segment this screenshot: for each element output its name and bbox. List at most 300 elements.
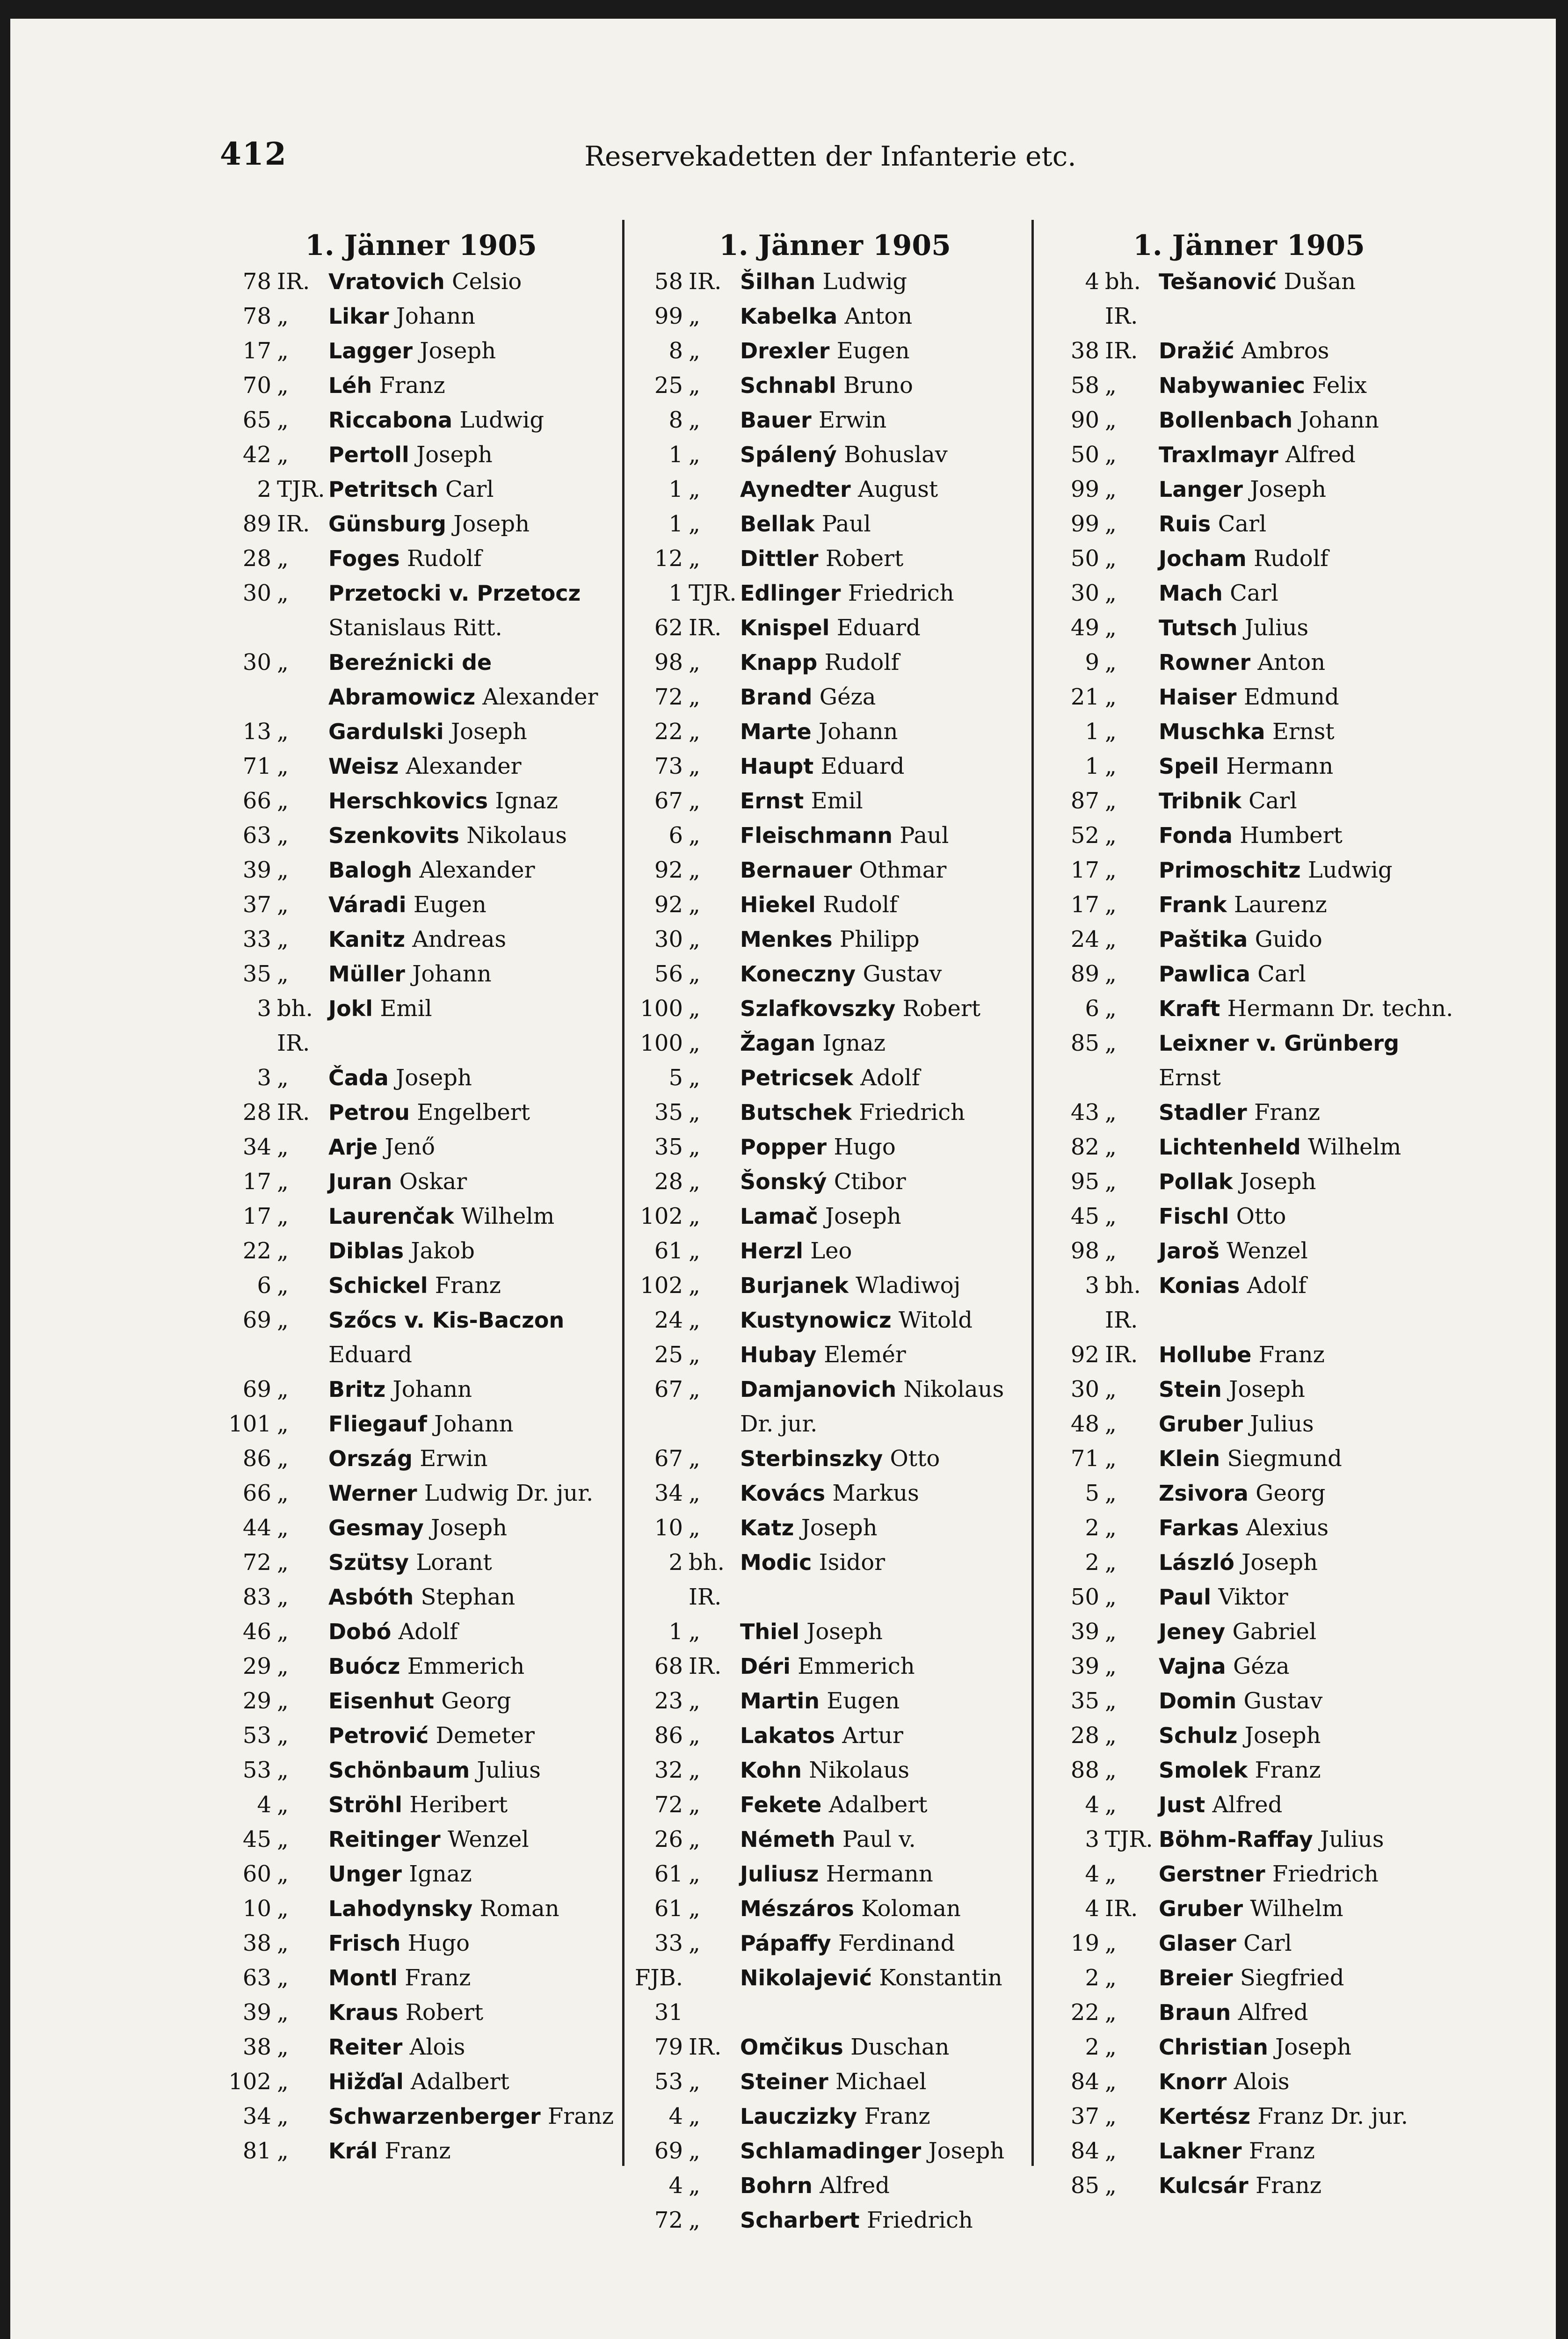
given-name: Edmund [1243, 684, 1339, 710]
regiment-number: 22 [654, 719, 683, 745]
page-number: 412 [220, 136, 287, 172]
given-name: Carl [1230, 580, 1278, 606]
regiment-unit: „ [689, 822, 700, 849]
regiment-ref [220, 403, 324, 437]
regiment-ref [220, 853, 324, 887]
list-item [632, 1926, 1038, 1961]
given-name: Guido [1255, 926, 1322, 952]
regiment-ref [220, 541, 324, 576]
regiment-unit: „ [277, 1549, 289, 1576]
list-item [1043, 1511, 1455, 1545]
regiment-number: 35 [242, 961, 271, 987]
regiment-number: 56 [654, 961, 683, 987]
surname: Németh [740, 1827, 835, 1852]
regiment-number: 24 [654, 1307, 683, 1333]
list-item [220, 957, 622, 991]
regiment-number: 92 [1070, 1342, 1099, 1368]
given-name: Joseph [431, 1515, 507, 1541]
regiment-number: 73 [654, 753, 683, 779]
regiment-number: 17 [242, 1169, 271, 1195]
regiment-unit: „ [689, 1376, 700, 1402]
regiment-ref [632, 2099, 735, 2134]
regiment-number: 28 [242, 1099, 271, 1126]
list-item [1043, 1026, 1455, 1095]
list-item [220, 1614, 622, 1649]
given-name: Konstantin [879, 1965, 1002, 1991]
list-item [632, 541, 1038, 576]
list-item [1043, 1199, 1455, 1234]
regiment-number: 81 [242, 2138, 271, 2164]
given-name: Franz [1249, 2138, 1315, 2164]
person-name [1154, 264, 1455, 334]
regiment-number: 102 [640, 1272, 683, 1299]
given-name: Wilhelm [1250, 1896, 1343, 1922]
given-name: Joseph [825, 1203, 901, 1229]
surname: Diblas [328, 1238, 404, 1264]
person-name [324, 1649, 622, 1684]
list-item [220, 1926, 622, 1961]
list-item [632, 1511, 1038, 1545]
person-name [735, 2168, 1038, 2203]
list-item [632, 299, 1038, 334]
regiment-ref [632, 853, 735, 887]
surname: Gruber [1159, 1896, 1243, 1921]
surname: Just [1159, 1792, 1205, 1817]
surname: Schnabl [740, 373, 836, 398]
regiment-unit: „ [689, 303, 700, 329]
surname: Bohrn [740, 2173, 813, 2198]
regiment-ref [1043, 922, 1154, 957]
surname: Jocham [1159, 546, 1247, 571]
surname: Smolek [1159, 1758, 1248, 1783]
regiment-number: 85 [1070, 2172, 1099, 2199]
regiment-unit: IR. [689, 269, 722, 295]
regiment-unit: „ [689, 684, 700, 710]
regiment-unit: „ [689, 407, 700, 433]
regiment-unit: „ [689, 2103, 700, 2129]
list-item [220, 1199, 622, 1234]
surname: Gerstner [1159, 1861, 1265, 1887]
list-item [220, 2030, 622, 2064]
regiment-ref [632, 576, 735, 610]
regiment-unit: „ [689, 372, 700, 399]
surname: Lagger [328, 338, 413, 363]
person-name [1154, 1026, 1455, 1095]
given-name: Rudolf [823, 892, 898, 918]
person-name [735, 2030, 1038, 2064]
regiment-unit: „ [277, 1584, 289, 1610]
regiment-number: 10 [242, 1896, 271, 1922]
regiment-ref [1043, 334, 1154, 368]
given-name: Joseph [1229, 1376, 1305, 1402]
given-name: Adolf [860, 1065, 920, 1091]
given-name: Alfred [820, 2172, 890, 2199]
regiment-ref [1043, 2168, 1154, 2203]
person-name [735, 1303, 1038, 1337]
regiment-ref [1043, 1787, 1154, 1822]
person-name [735, 1787, 1038, 1822]
surname: Likar [328, 304, 389, 329]
list-item [220, 1407, 622, 1441]
regiment-number: 30 [1070, 1376, 1099, 1402]
given-name: Philipp [839, 926, 920, 952]
person-name [1154, 1545, 1455, 1580]
list-item [632, 922, 1038, 957]
regiment-number: 10 [654, 1515, 683, 1541]
person-name [1154, 1614, 1455, 1649]
regiment-ref [220, 957, 324, 991]
list-item [632, 1649, 1038, 1684]
regiment-number: 5 [668, 1065, 683, 1091]
regiment-ref [220, 1995, 324, 2030]
entry-list [220, 264, 622, 2168]
regiment-unit: „ [689, 1688, 700, 1714]
regiment-ref [632, 334, 735, 368]
given-name: Friedrich [866, 2207, 973, 2233]
list-item [220, 1130, 622, 1164]
regiment-unit: „ [689, 1826, 700, 1852]
regiment-unit: „ [1105, 1584, 1117, 1610]
regiment-ref [1043, 853, 1154, 887]
list-item [632, 1061, 1038, 1095]
regiment-unit: „ [277, 2103, 289, 2129]
regiment-number: 4 [668, 2103, 683, 2129]
person-name [735, 818, 1038, 853]
list-item [220, 1891, 622, 1926]
regiment-unit: „ [1105, 407, 1117, 433]
list-item [1043, 2134, 1455, 2168]
surname: Bernauer [740, 857, 852, 883]
regiment-number: 98 [1070, 1238, 1099, 1264]
person-name [735, 264, 1038, 299]
person-name [324, 1441, 622, 1476]
list-item [632, 437, 1038, 472]
list-item [1043, 1718, 1455, 1753]
regiment-ref [632, 2134, 735, 2168]
regiment-unit: „ [1105, 857, 1117, 883]
regiment-unit: „ [277, 1480, 289, 1506]
regiment-number: 5 [1085, 1480, 1099, 1506]
list-item [632, 818, 1038, 853]
regiment-ref [1043, 472, 1154, 507]
regiment-unit: IR. [277, 1099, 310, 1126]
surname: Šonský [740, 1169, 827, 1194]
surname: Koneczny [740, 961, 856, 987]
regiment-ref [220, 264, 324, 299]
regiment-number: FJB. 31 [634, 1965, 683, 2026]
list-item [1043, 576, 1455, 610]
regiment-ref [1043, 1995, 1154, 2030]
given-name: Wladiwoj [856, 1272, 961, 1299]
regiment-unit: „ [689, 1515, 700, 1541]
regiment-ref [632, 922, 735, 957]
regiment-number: 84 [1070, 2138, 1099, 2164]
person-name [735, 472, 1038, 507]
regiment-unit: „ [277, 580, 289, 606]
regiment-number: 19 [1070, 1930, 1099, 1956]
person-name [324, 749, 622, 784]
list-item [632, 1476, 1038, 1511]
surname: Spálený [740, 442, 837, 467]
regiment-ref [632, 2203, 735, 2237]
regiment-number: 34 [654, 1480, 683, 1506]
surname: Reiter [328, 2034, 403, 2060]
person-name [324, 1268, 622, 1303]
regiment-unit: IR. [1105, 1342, 1138, 1368]
surname: Martin [740, 1688, 820, 1714]
regiment-unit: „ [1105, 753, 1117, 779]
regiment-unit: „ [277, 1861, 289, 1887]
person-name [324, 368, 622, 403]
regiment-unit: „ [1105, 1376, 1117, 1402]
person-name [1154, 922, 1455, 957]
regiment-ref [220, 334, 324, 368]
regiment-number: 95 [1070, 1169, 1099, 1195]
person-name [1154, 887, 1455, 922]
list-item [632, 680, 1038, 714]
regiment-unit: „ [689, 753, 700, 779]
given-name: Joseph [453, 511, 530, 537]
person-name [324, 1926, 622, 1961]
regiment-unit: „ [689, 1099, 700, 1126]
regiment-number: 6 [257, 1272, 271, 1299]
person-name [324, 1580, 622, 1614]
person-name [1154, 1857, 1455, 1891]
regiment-unit: „ [1105, 822, 1117, 849]
regiment-number: 30 [242, 580, 271, 606]
person-name [1154, 714, 1455, 749]
regiment-number: 28 [242, 545, 271, 572]
regiment-ref [632, 1337, 735, 1372]
surname: Petritsch [328, 477, 438, 502]
surname: Primoschitz [1159, 857, 1301, 883]
surname: Schulz [1159, 1723, 1238, 1748]
surname: Dobó [328, 1619, 392, 1644]
regiment-ref [632, 1476, 735, 1511]
surname: Fonda [1159, 823, 1233, 848]
given-name: Emmerich [407, 1653, 525, 1679]
list-item [220, 1718, 622, 1753]
regiment-number: 88 [1070, 1757, 1099, 1783]
column-heading: 1. Jänner 1905 [719, 229, 951, 262]
regiment-ref [220, 887, 324, 922]
given-name: Franz [385, 2138, 451, 2164]
person-name [735, 2064, 1038, 2099]
regiment-ref [1043, 1095, 1154, 1130]
given-name: Franz [379, 372, 445, 399]
given-name: Rudolf [1253, 545, 1328, 572]
regiment-ref [1043, 1268, 1154, 1337]
surname: Kanitz [328, 927, 405, 952]
given-name: Johann [396, 303, 476, 329]
list-item [220, 1095, 622, 1130]
regiment-unit: „ [689, 1619, 700, 1645]
regiment-ref [220, 1476, 324, 1511]
surname: Drexler [740, 338, 830, 363]
regiment-unit: „ [277, 1965, 289, 1991]
regiment-number: 70 [242, 372, 271, 399]
regiment-ref [632, 1372, 735, 1441]
person-name [1154, 1337, 1455, 1372]
person-name [324, 576, 622, 645]
list-item [220, 403, 622, 437]
given-name: Elemér [824, 1342, 906, 1368]
regiment-number: 35 [654, 1134, 683, 1160]
given-name: Andreas [412, 926, 507, 952]
regiment-ref [1043, 1511, 1154, 1545]
given-name: Anton [1257, 649, 1326, 676]
list-item [632, 334, 1038, 368]
list-item [1043, 784, 1455, 818]
regiment-ref [632, 749, 735, 784]
regiment-unit: „ [1105, 615, 1117, 641]
regiment-ref [220, 437, 324, 472]
regiment-number: 87 [1070, 788, 1099, 814]
regiment-unit: „ [1105, 649, 1117, 676]
list-item [220, 1061, 622, 1095]
person-name [1154, 957, 1455, 991]
regiment-unit: „ [1105, 1446, 1117, 1472]
list-item [1043, 1130, 1455, 1164]
given-name: Robert [405, 1999, 484, 2026]
surname: Vajna [1159, 1654, 1226, 1679]
regiment-ref [632, 1095, 735, 1130]
list-item [220, 1545, 622, 1580]
regiment-ref [220, 1753, 324, 1787]
given-name: Emil [811, 788, 863, 814]
regiment-unit: „ [689, 1896, 700, 1922]
surname: Menkes [740, 927, 833, 952]
surname: Scharbert [740, 2208, 860, 2233]
list-item [220, 2064, 622, 2099]
list-item [220, 1268, 622, 1303]
list-item [632, 2134, 1038, 2168]
regiment-number: 46 [242, 1619, 271, 1645]
regiment-number: 67 [654, 1446, 683, 1472]
regiment-ref [220, 1718, 324, 1753]
regiment-ref [632, 1961, 735, 2030]
regiment-number: 4 [1085, 1896, 1099, 1922]
regiment-unit: „ [1105, 1203, 1117, 1229]
regiment-unit: „ [689, 1203, 700, 1229]
regiment-number: 72 [654, 684, 683, 710]
person-name [324, 437, 622, 472]
list-item [632, 1164, 1038, 1199]
person-name [1154, 680, 1455, 714]
given-name: Joseph [1244, 1722, 1321, 1749]
person-name [1154, 1718, 1455, 1753]
surname: Gardulski [328, 719, 444, 744]
person-name [735, 853, 1038, 887]
given-name: Joseph [420, 338, 496, 364]
list-item [632, 2030, 1038, 2064]
list-item [220, 264, 622, 299]
regiment-ref [632, 264, 735, 299]
person-name [735, 784, 1038, 818]
surname: Böhm-Raffay [1159, 1827, 1313, 1852]
person-name [735, 1234, 1038, 1268]
given-name: Ignaz [409, 1861, 472, 1887]
regiment-number: 82 [1070, 1134, 1099, 1160]
list-item [1043, 437, 1455, 472]
regiment-unit: „ [277, 2138, 289, 2164]
given-name: Viktor [1218, 1584, 1288, 1610]
list-item [632, 645, 1038, 680]
regiment-unit: „ [689, 1861, 700, 1887]
regiment-number: 1 [1085, 719, 1099, 745]
list-item [220, 576, 622, 645]
regiment-number: 45 [242, 1826, 271, 1852]
list-item [220, 853, 622, 887]
list-item [632, 264, 1038, 299]
surname: Konias [1159, 1273, 1240, 1298]
regiment-unit: „ [277, 1896, 289, 1922]
regiment-number: 78 [242, 303, 271, 329]
list-item [220, 1234, 622, 1268]
regiment-ref [632, 1303, 735, 1337]
person-name [324, 1476, 622, 1511]
list-item [632, 2168, 1038, 2203]
given-name: Carl [1243, 1930, 1292, 1956]
surname: Mach [1159, 581, 1223, 606]
list-item [1043, 2099, 1455, 2134]
regiment-number: 28 [654, 1169, 683, 1195]
regiment-number: 44 [242, 1515, 271, 1541]
regiment-unit: IR. [689, 615, 722, 641]
person-name [735, 645, 1038, 680]
given-name: Johann [434, 1411, 514, 1437]
regiment-ref [1043, 680, 1154, 714]
regiment-ref [1043, 1891, 1154, 1926]
person-name [324, 645, 622, 714]
regiment-ref [1043, 1822, 1154, 1857]
regiment-number: 99 [654, 303, 683, 329]
person-name [1154, 784, 1455, 818]
regiment-number: 71 [1070, 1446, 1099, 1472]
regiment-ref [220, 714, 324, 749]
person-name [735, 1199, 1038, 1234]
list-item [632, 1337, 1038, 1372]
given-name: Wenzel [1227, 1238, 1308, 1264]
person-name [324, 1787, 622, 1822]
regiment-number: 6 [668, 822, 683, 849]
person-name [735, 2099, 1038, 2134]
regiment-number: 42 [242, 442, 271, 468]
regiment-ref [220, 1199, 324, 1234]
regiment-ref [1043, 1926, 1154, 1961]
regiment-unit: „ [277, 1792, 289, 1818]
surname: Lahodynsky [328, 1896, 473, 1921]
regiment-number: 78 [242, 269, 271, 295]
regiment-unit: „ [277, 303, 289, 329]
regiment-number: 37 [242, 892, 271, 918]
given-name: Ambros [1241, 338, 1329, 364]
list-item [1043, 472, 1455, 507]
surname: Tešanović [1159, 269, 1277, 294]
regiment-ref [220, 368, 324, 403]
surname: Britz [328, 1377, 386, 1402]
given-name: Joseph [416, 442, 493, 468]
regiment-number: 35 [1070, 1688, 1099, 1714]
given-name: Eduard [820, 753, 905, 779]
column-heading: 1. Jänner 1905 [305, 229, 537, 262]
regiment-number: 61 [654, 1896, 683, 1922]
list-item [1043, 714, 1455, 749]
person-name [324, 1822, 622, 1857]
regiment-ref [1043, 1753, 1154, 1787]
regiment-ref [632, 368, 735, 403]
person-name [735, 1614, 1038, 1649]
